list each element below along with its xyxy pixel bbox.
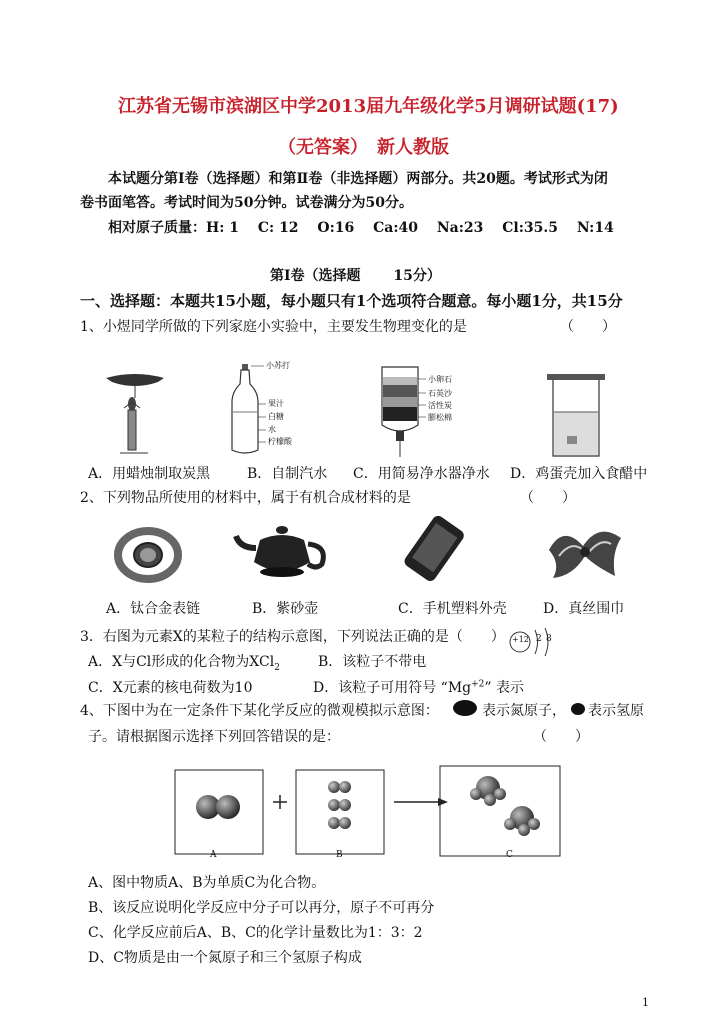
atomic-masses: 相对原子质量：H: 1 C: 12 O:16 Ca:40 Na:23 Cl:35.5 N:14 <box>108 220 614 236</box>
q4-stem-a: 4、下图中为在一定条件下某化学反应的微观模拟示意图： <box>80 703 439 719</box>
q2-option-b: B．紫砂壶 <box>252 601 319 617</box>
intro-line-2: 卷书面笔答。考试时间为50分钟。试卷满分为50分。 <box>80 195 413 211</box>
fig-b-label-3: 水 <box>268 425 276 434</box>
candle-figure <box>100 368 170 458</box>
q3-option-c: C．X元素的核电荷数为10 <box>88 680 253 696</box>
q2-stem: 2、下列物品所使用的材料中，属于有机合成材料的是 <box>80 490 411 506</box>
q4-stem-b: 表示氮原子， <box>482 703 566 719</box>
reaction-label-a: A <box>210 850 217 860</box>
fig-b-label-2: 白糖 <box>268 412 284 421</box>
q3-option-a: A．X与Cl形成的化合物为XCl$_2$ <box>88 654 280 673</box>
section-heading: 第Ⅰ卷（选择题 15分） <box>270 268 441 284</box>
q3-stem: 3．右图为元素X的某粒子的结构示意图，下列说法正确的是（ ） <box>80 629 505 645</box>
atom-shell-1: 2 <box>536 634 542 644</box>
q3-option-b: B．该粒子不带电 <box>318 654 427 670</box>
fig-c-label-1: 小卵石 <box>428 375 452 384</box>
q4-option-a: A、图中物质A、B为单质C为化合物。 <box>88 875 326 891</box>
q4-stem-c: 表示氢原 <box>588 703 644 719</box>
q1-option-b: B．自制汽水 <box>247 466 328 482</box>
q2-option-c: C．手机塑料外壳 <box>398 601 507 617</box>
fig-c-label-2: 石英沙 <box>428 389 452 398</box>
q1-option-c: C．用简易净水器净水 <box>353 466 490 482</box>
q4-option-d: D、C物质是由一个氮原子和三个氢原子构成 <box>88 950 362 966</box>
fig-b-label-4: 柠檬酸 <box>268 437 292 446</box>
q4-answer-paren: （ ） <box>533 729 589 745</box>
hydrogen-atom-icon <box>570 702 586 716</box>
teapot-figure <box>232 522 332 584</box>
phone-figure <box>400 515 470 583</box>
reaction-diagram <box>170 762 565 864</box>
q1-option-a: A．用蜡烛制取炭黑 <box>88 466 211 482</box>
fig-b-top-label: 小苏打 <box>266 361 290 370</box>
page-subtitle: （无答案） 新人教版 <box>278 137 449 158</box>
fig-c-label-4: 膨松棉 <box>428 413 452 422</box>
beaker-figure <box>545 372 610 462</box>
reaction-label-c: C <box>506 850 513 860</box>
nitrogen-atom-icon <box>452 699 478 717</box>
watch-band-figure <box>112 525 182 585</box>
q2-option-d: D．真丝围巾 <box>543 601 625 617</box>
q4-stem-d: 子。请根据图示选择下列回答错误的是： <box>88 729 340 745</box>
fig-c-label-3: 活性炭 <box>428 401 452 410</box>
q2-option-a: A．钛合金表链 <box>106 601 201 617</box>
page-title: 江苏省无锡市滨湖区中学2013届九年级化学5月调研试题(17) <box>118 96 619 117</box>
q1-stem: 1、小煜同学所做的下列家庭小实验中，主要发生物理变化的是 <box>80 319 467 335</box>
q4-option-b: B、该反应说明化学反应中分子可以再分，原子不可再分 <box>88 900 435 916</box>
page-number: 1 <box>642 996 649 1009</box>
q4-option-c: C、化学反应前后A、B、C的化学计量数比为1：3：2 <box>88 925 423 941</box>
silk-scarf-figure <box>545 520 625 585</box>
section-instruction: 一、选择题：本题共15小题，每小题只有1个选项符合题意。每小题1分，共15分 <box>80 292 623 310</box>
atom-shell-2: 8 <box>546 634 552 644</box>
q1-option-d: D．鸡蛋壳加入食醋中 <box>510 466 648 482</box>
water-filter-figure <box>378 365 473 460</box>
q1-answer-paren: （ ） <box>560 319 616 335</box>
reaction-label-b: B <box>336 850 343 860</box>
q2-answer-paren: （ ） <box>520 490 576 506</box>
intro-line-1: 本试题分第Ⅰ卷（选择题）和第Ⅱ卷（非选择题）两部分。共20题。考试形式为闭 <box>108 171 608 187</box>
fig-b-label-1: 果汁 <box>268 399 284 408</box>
atom-nucleus-label: +12 <box>512 635 529 644</box>
q3-option-d: D．该粒子可用符号 “$Mg^{+2}$” 表示 <box>313 679 525 696</box>
